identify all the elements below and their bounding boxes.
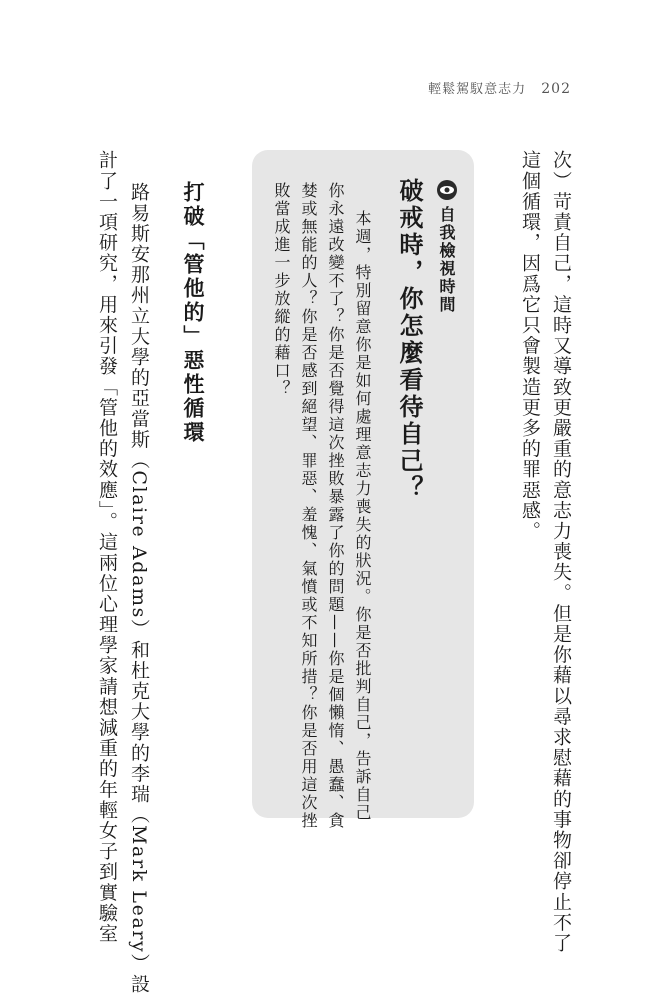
section-line-2: 計了一項研究，用來引發「管他的效應」。這兩位心理學家請想減重的年輕女子到實驗室: [96, 150, 118, 944]
sidebar-line-3: 婪或無能的人？你是否感到絕望、罪惡、羞愧、氣憤或不知所措？你是否用這次挫: [299, 182, 318, 830]
eye-icon: [437, 180, 457, 200]
top-paragraph-line-2: 這個循環，因爲它只會製造更多的罪惡感。: [519, 150, 541, 542]
running-header: [428, 78, 571, 97]
section-heading: 打破「管他的」惡性循環: [181, 181, 205, 445]
book-title: 輕鬆駕馭意志力: [428, 82, 527, 97]
sidebar-line-2: 你永遠改變不了？你是否覺得這次挫敗暴露了你的問題——你是個懶惰、愚蠢、貪: [326, 182, 345, 830]
sidebar-title: 破戒時，你怎麼看待自己？: [395, 178, 424, 502]
top-paragraph-line-1: 次）苛責自己，這時又導致更嚴重的意志力喪失。但是你藉以尋求慰藉的事物卻停止不了: [550, 150, 572, 954]
sidebar-label: 自我檢視時間: [437, 206, 456, 314]
section-line-1: 路易斯安那州立大學的亞當斯（Claire Adams）和杜克大學的李瑞（Mark Leary）設: [128, 182, 150, 995]
page-number: 202: [541, 81, 571, 97]
sidebar-line-4: 敗當成進一步放縱的藉口？: [272, 182, 291, 398]
sidebar-line-1: 本週，特別留意你是如何處理意志力喪失的狀況。你是否批判自己，告訴自己: [353, 210, 372, 822]
